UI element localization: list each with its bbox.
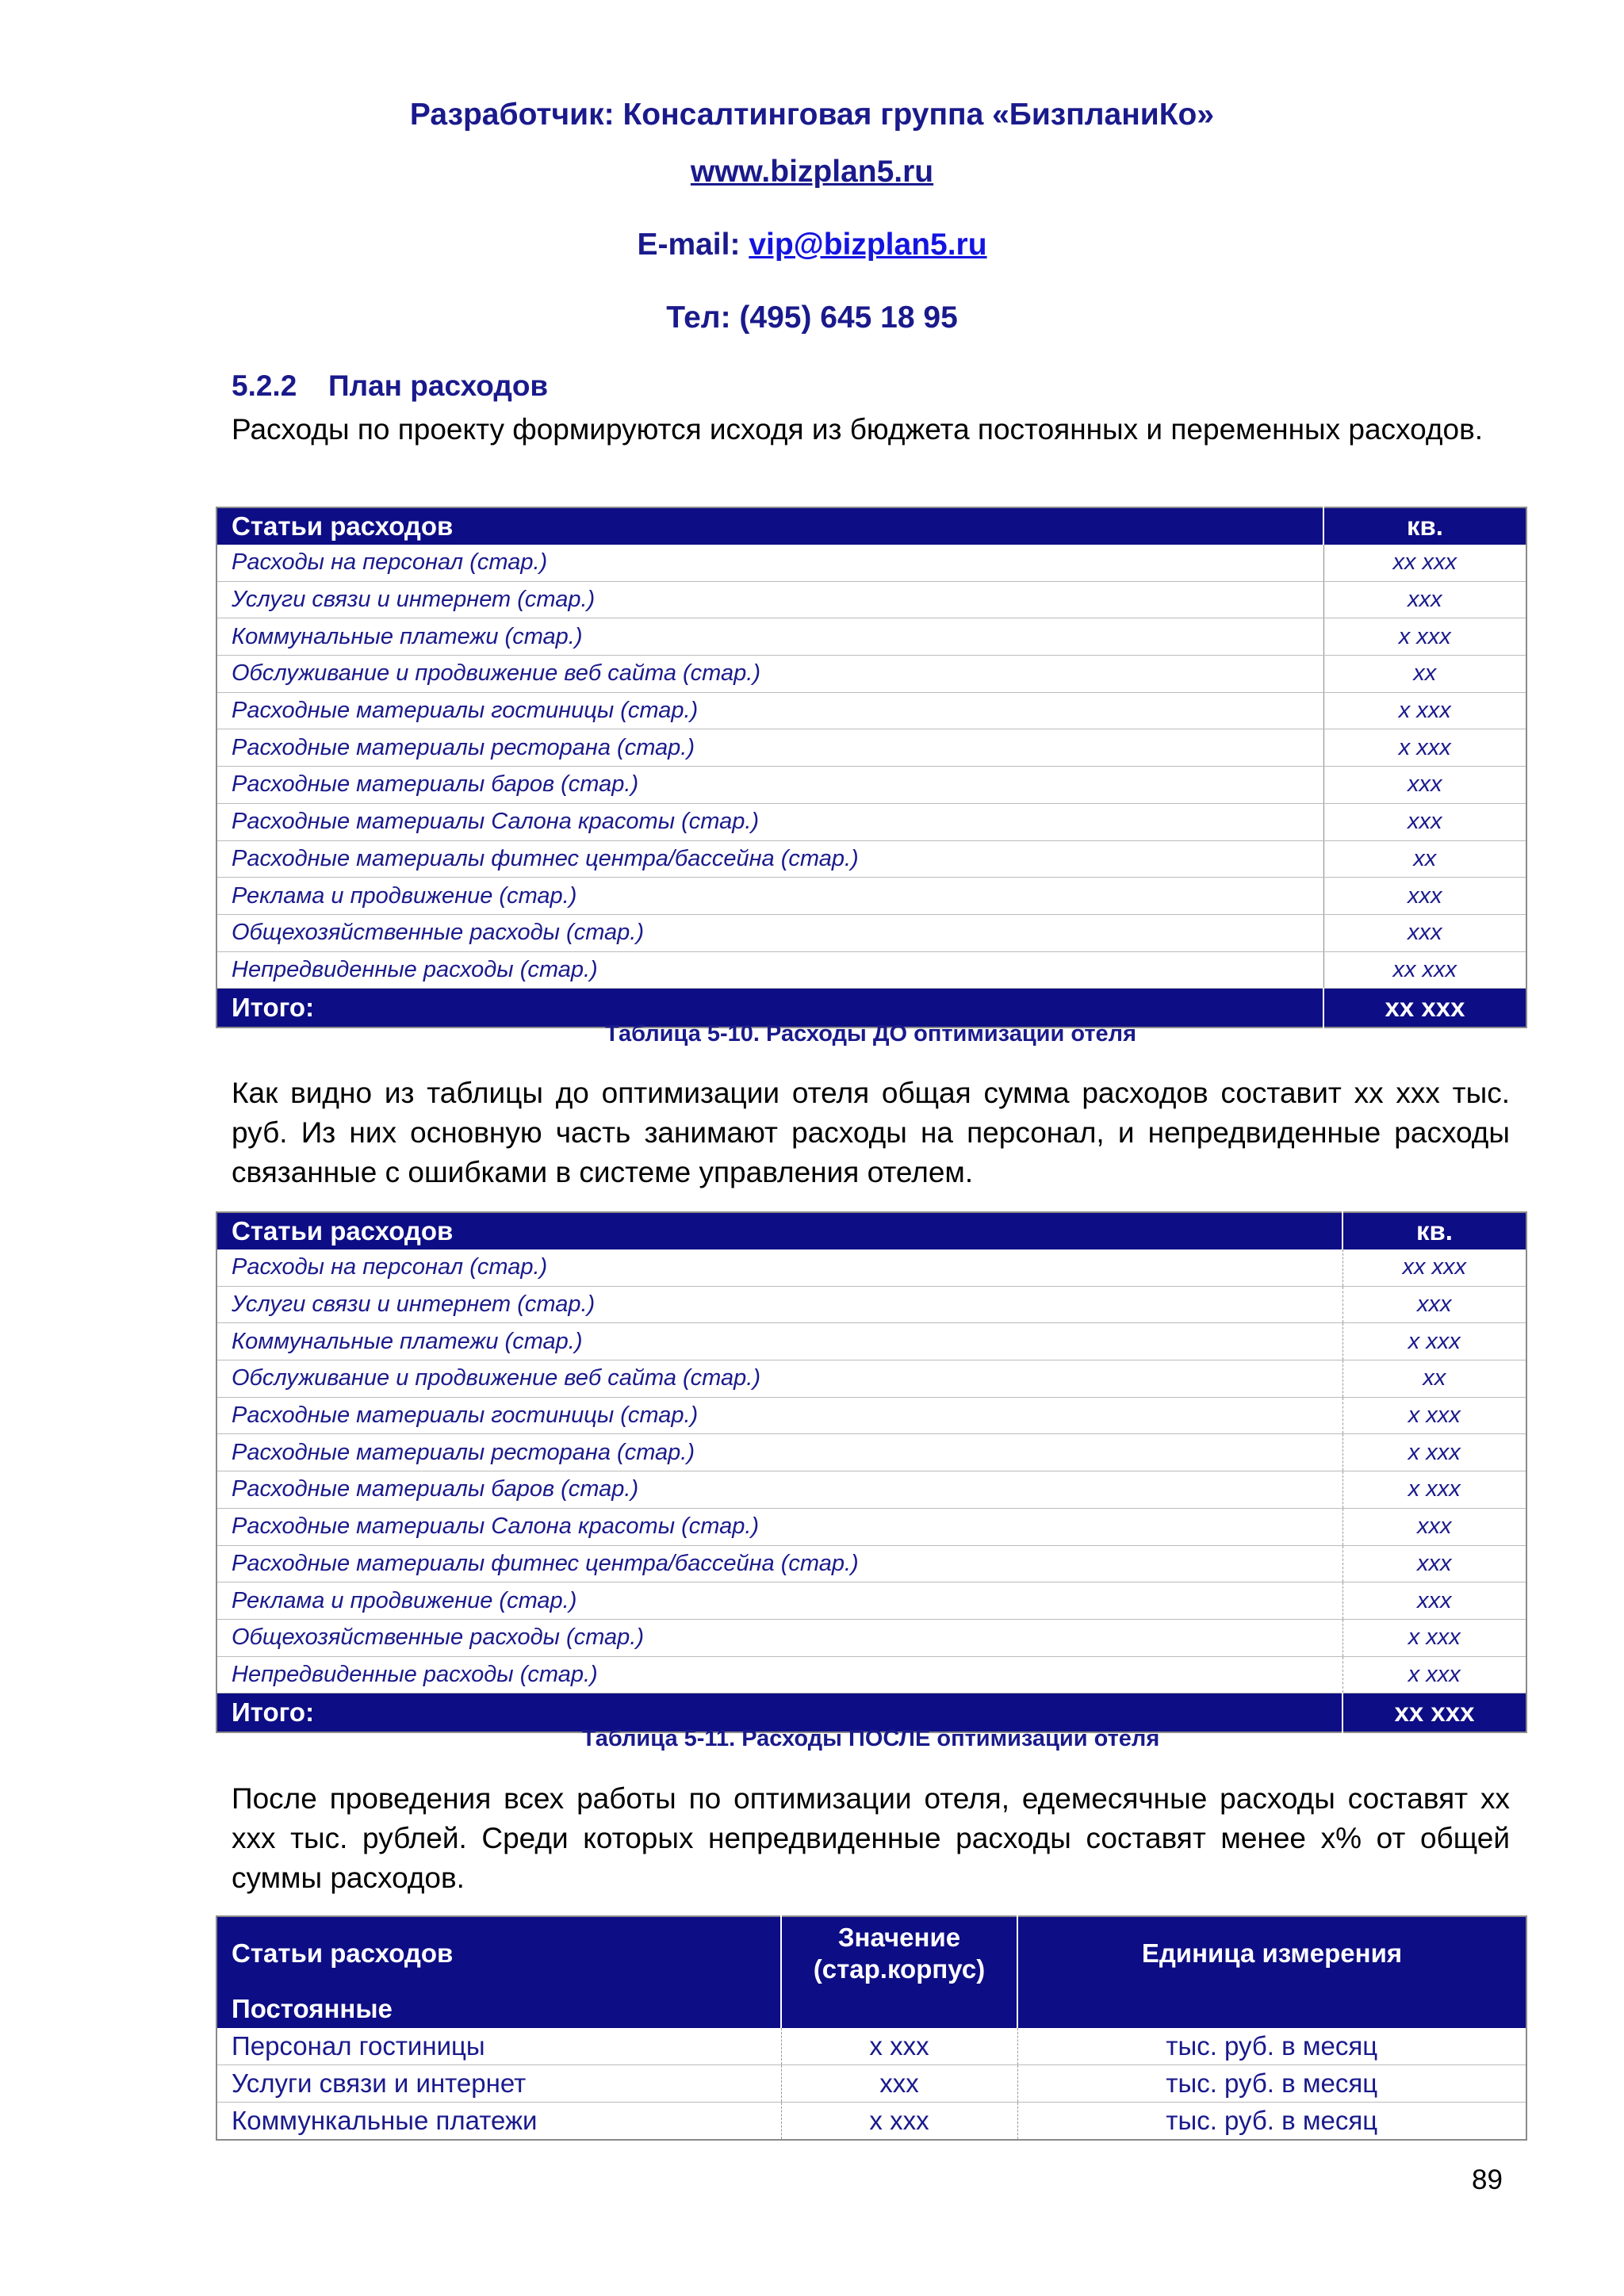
table-row bbox=[216, 1397, 1526, 1434]
row-item: Услуги связи и интернет (стар.) bbox=[216, 1286, 1342, 1323]
row-item: Общехозяйственные расходы (стар.) bbox=[216, 914, 1323, 951]
row-value: x xxx bbox=[1342, 1434, 1526, 1471]
developer-line bbox=[0, 97, 1624, 133]
row-item: Расходные материалы фитнес центра/бассейна (стар.) bbox=[216, 840, 1323, 878]
row-value: xxx bbox=[1323, 914, 1526, 951]
section-title: План расходов bbox=[328, 369, 549, 402]
table2-caption: Таблица 5-11. Расходы ПОСЛЕ оптимизации отеля bbox=[581, 1726, 1160, 1751]
row-value: x xxx bbox=[1323, 692, 1526, 729]
table-row bbox=[216, 1323, 1526, 1360]
email-label: E-mail: bbox=[637, 228, 741, 262]
row-item: Расходные материалы Салона красоты (стар.) bbox=[216, 1508, 1342, 1545]
row-item: Расходные материалы баров (стар.) bbox=[216, 767, 1323, 804]
total-label: Итого: bbox=[216, 1693, 1342, 1733]
row-value: xx xxx bbox=[1323, 545, 1526, 581]
row-value: xxx bbox=[1342, 1286, 1526, 1323]
section-empty-value bbox=[781, 1990, 1017, 2028]
header-value: Значение (стар.корпус) bbox=[781, 1916, 1017, 1990]
section-row bbox=[216, 1990, 1526, 2028]
section-number: 5.2.2 bbox=[232, 369, 297, 402]
phone-line bbox=[0, 300, 1624, 336]
expenses-before-table bbox=[216, 507, 1527, 1028]
row-value: x xxx bbox=[1342, 1397, 1526, 1434]
row-value: xx bbox=[1323, 656, 1526, 693]
table-row bbox=[216, 545, 1526, 581]
row-value: xx bbox=[1342, 1360, 1526, 1398]
table-header-row bbox=[216, 507, 1526, 545]
table-row bbox=[216, 2028, 1526, 2065]
phone-text: Тел: (495) 645 18 95 bbox=[666, 300, 958, 335]
section-empty-unit bbox=[1017, 1990, 1526, 2028]
paragraph-after-table1: Как видно из таблицы до оптимизации отеля общая сумма расходов составит хх ххх тыс. руб. Из них основную часть занимают расходы на персонал, и непредвиденные расходы связанные с ошибками в системе управления отелем. bbox=[232, 1077, 1510, 1188]
row-value: x xxx bbox=[781, 2103, 1017, 2141]
total-value: xx xxx bbox=[1323, 989, 1526, 1028]
row-item: Расходные материалы гостиницы (стар.) bbox=[216, 692, 1323, 729]
header-value: кв. bbox=[1342, 1212, 1526, 1249]
row-item: Расходные материалы фитнес центра/бассейна (стар.) bbox=[216, 1545, 1342, 1582]
table-row bbox=[216, 1249, 1526, 1286]
row-item: Расходные материалы баров (стар.) bbox=[216, 1471, 1342, 1509]
expenses-after-table bbox=[216, 1211, 1527, 1733]
row-unit: тыс. руб. в месяц bbox=[1017, 2103, 1526, 2141]
table-row bbox=[216, 767, 1526, 804]
table-row bbox=[216, 1286, 1526, 1323]
table-row bbox=[216, 618, 1526, 656]
email-line bbox=[0, 227, 1624, 263]
row-value: xxx bbox=[1323, 767, 1526, 804]
row-value: xxx bbox=[1323, 803, 1526, 840]
table-row bbox=[216, 1656, 1526, 1693]
table-row bbox=[216, 840, 1526, 878]
header-item: Статьи расходов bbox=[216, 507, 1323, 545]
row-value: xxx bbox=[1323, 878, 1526, 915]
section-heading bbox=[232, 369, 548, 403]
row-item: Общехозяйственные расходы (стар.) bbox=[216, 1619, 1342, 1656]
row-value: xx xxx bbox=[1323, 951, 1526, 989]
row-item: Обслуживание и продвижение веб сайта (стар.) bbox=[216, 1360, 1342, 1398]
row-value: x xxx bbox=[781, 2028, 1017, 2065]
row-item: Персонал гостиницы bbox=[216, 2028, 781, 2065]
table-row bbox=[216, 1582, 1526, 1620]
row-unit: тыс. руб. в месяц bbox=[1017, 2028, 1526, 2065]
table-header-row bbox=[216, 1212, 1526, 1249]
header-unit: Единица измерения bbox=[1017, 1916, 1526, 1990]
row-value: xxx bbox=[1342, 1508, 1526, 1545]
table-row bbox=[216, 1508, 1526, 1545]
website-link[interactable]: www.bizplan5.ru bbox=[690, 155, 934, 189]
row-unit: тыс. руб. в месяц bbox=[1017, 2065, 1526, 2103]
email-link[interactable]: vip@bizplan5.ru bbox=[749, 228, 987, 262]
table-row bbox=[216, 1619, 1526, 1656]
total-label: Итого: bbox=[216, 989, 1323, 1028]
row-value: x xxx bbox=[1342, 1619, 1526, 1656]
section-label: Постоянные bbox=[216, 1990, 781, 2028]
row-item: Расходные материалы ресторана (стар.) bbox=[216, 729, 1323, 767]
paragraph-after-table2: После проведения всех работы по оптимизации отеля, едемесячные расходы составят хх ххх тыс. рублей. Среди которых непредвиденные расходы составят менее х% от общей суммы расходов. bbox=[232, 1782, 1510, 1894]
table-row bbox=[216, 951, 1526, 989]
row-item: Обслуживание и продвижение веб сайта (стар.) bbox=[216, 656, 1323, 693]
table-row bbox=[216, 656, 1526, 693]
row-item: Реклама и продвижение (стар.) bbox=[216, 1582, 1342, 1620]
row-item: Реклама и продвижение (стар.) bbox=[216, 878, 1323, 915]
row-value: xxx bbox=[1342, 1582, 1526, 1620]
table-row bbox=[216, 2103, 1526, 2141]
page-number: 89 bbox=[1472, 2164, 1503, 2195]
row-item: Расходные материалы гостиницы (стар.) bbox=[216, 1397, 1342, 1434]
developer-text: Разработчик: Консалтинговая группа «БизпланиКо» bbox=[409, 98, 1215, 132]
fixed-expenses-table bbox=[216, 1915, 1527, 2141]
row-value: xxx bbox=[1323, 581, 1526, 618]
table-row bbox=[216, 2065, 1526, 2103]
row-item: Непредвиденные расходы (стар.) bbox=[216, 1656, 1342, 1693]
row-item: Расходные материалы ресторана (стар.) bbox=[216, 1434, 1342, 1471]
row-item: Расходные материалы Салона красоты (стар.) bbox=[216, 803, 1323, 840]
row-item: Коммунальные платежи (стар.) bbox=[216, 618, 1323, 656]
row-value: xxx bbox=[1342, 1545, 1526, 1582]
table-row bbox=[216, 692, 1526, 729]
row-item: Коммункальные платежи bbox=[216, 2103, 781, 2141]
row-value: xxx bbox=[781, 2065, 1017, 2103]
table-row bbox=[216, 1360, 1526, 1398]
table-row bbox=[216, 581, 1526, 618]
row-item: Расходы на персонал (стар.) bbox=[216, 1249, 1342, 1286]
table-row bbox=[216, 1434, 1526, 1471]
header-item: Статьи расходов bbox=[216, 1212, 1342, 1249]
row-item: Услуги связи и интернет bbox=[216, 2065, 781, 2103]
table-row bbox=[216, 1471, 1526, 1509]
table-row bbox=[216, 729, 1526, 767]
table1-caption: Таблица 5-10. Расходы ДО оптимизации отеля bbox=[604, 1021, 1137, 1047]
row-value: x xxx bbox=[1323, 618, 1526, 656]
table-header-row bbox=[216, 1916, 1526, 1990]
table-row bbox=[216, 914, 1526, 951]
website-line bbox=[0, 154, 1624, 190]
row-value: x xxx bbox=[1342, 1471, 1526, 1509]
table-row bbox=[216, 878, 1526, 915]
total-value: xx xxx bbox=[1342, 1693, 1526, 1733]
header-value: кв. bbox=[1323, 507, 1526, 545]
row-value: xx bbox=[1323, 840, 1526, 878]
row-value: xx xxx bbox=[1342, 1249, 1526, 1286]
row-value: x xxx bbox=[1342, 1656, 1526, 1693]
row-item: Непредвиденные расходы (стар.) bbox=[216, 951, 1323, 989]
row-item: Услуги связи и интернет (стар.) bbox=[216, 581, 1323, 618]
row-value: x xxx bbox=[1323, 729, 1526, 767]
header-item: Статьи расходов bbox=[216, 1916, 781, 1990]
row-item: Коммунальные платежи (стар.) bbox=[216, 1323, 1342, 1360]
table-row bbox=[216, 1545, 1526, 1582]
row-value: x xxx bbox=[1342, 1323, 1526, 1360]
table-row bbox=[216, 803, 1526, 840]
intro-paragraph: Расходы по проекту формируются исходя из бюджета постоянных и переменных расходов. bbox=[232, 413, 1484, 446]
row-item: Расходы на персонал (стар.) bbox=[216, 545, 1323, 581]
